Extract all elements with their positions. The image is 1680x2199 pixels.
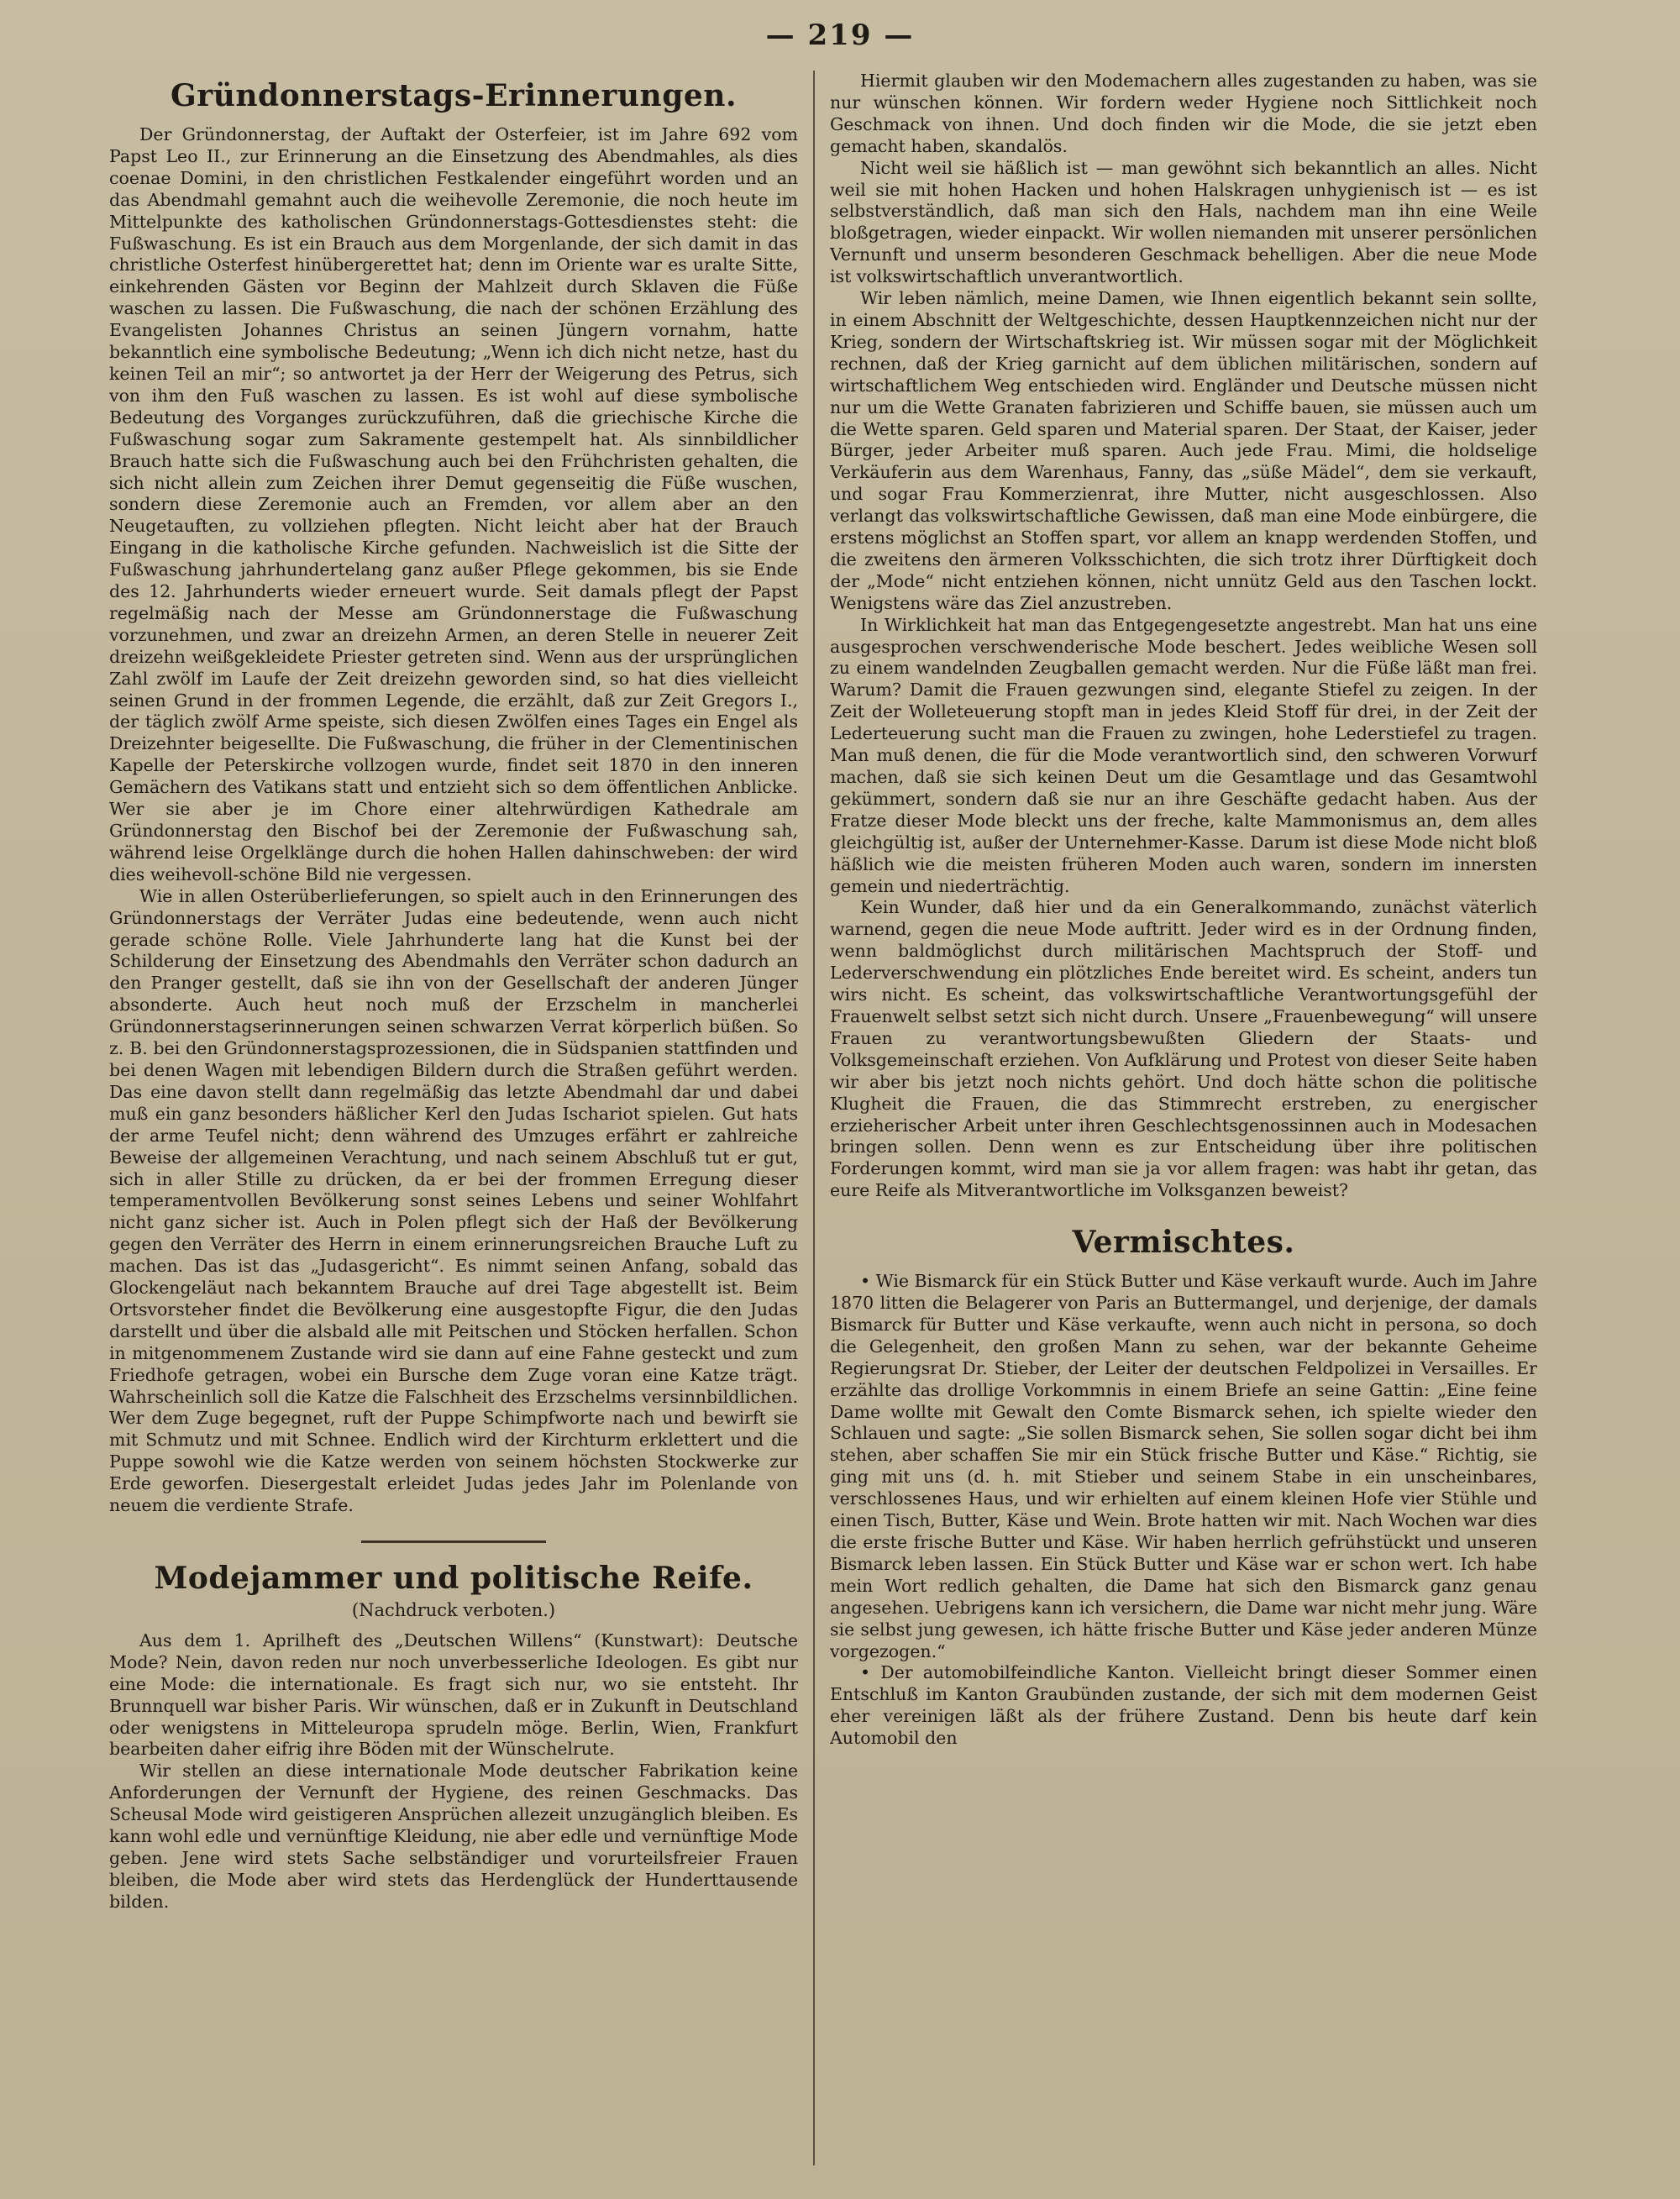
section-divider — [361, 1540, 546, 1543]
page-number: — 219 — — [765, 18, 915, 52]
article-paragraph: Wir stellen an diese internationale Mode deutscher Fabrikation keine Anforderungen der Vernunft der Hygiene, des reinen Geschmacks. Das Scheusal Mode wird geistigeren Ansprüchen allezeit unzugänglich bleiben. Es kann wohl edle und vernünftige Kleidung, nie aber edle und vernünftige Mode geben. Jene wird stets Sache selbständiger und vorurteilsfreier Frauen bleiben, die Mode aber wird stets das Herdenglück der Hunderttausende bilden. — [109, 1761, 798, 1912]
article-paragraph: Hiermit glauben wir den Modemachern alles zugestanden zu haben, was sie nur wünschen können. Wir fordern weder Hygiene noch Sittlichkeit noch Geschmack von ihnen. Und doch finden wir die Mode, die sie jetzt eben gemacht haben, skandalös. — [830, 71, 1537, 156]
article-title-vermischtes: Vermischtes. — [1072, 1225, 1295, 1261]
article-paragraph: Kein Wunder, daß hier und da ein Generalkommando, zunächst väterlich warnend, gegen die neue Mode auftritt. Jeder wird es in der Ordnung finden, wenn baldmöglichst durch militärischen Machtspruch der Stoff- und Lederverschwendung ein plötzliches Ende bereitet wird. Es scheint, anders tun wirs nicht. Es scheint, das volkswirtschaftliche Verantwortungsgefühl der Frauenwelt selbst setzt sich nicht durch. Unsere „Frauenbewegung“ will unsere Frauen zu verantwortungsbewußten Gliedern der Staats- und Volksgemeinschaft erziehen. Von Aufklärung und Protest von dieser Seite haben wir aber bis jetzt noch nichts gehört. Und doch hätte schon die politische Klugheit die Frauen, die das Stimmrecht erstreben, zu energischer erzieherischer Arbeit unter ihren Geschlechtsgenossinnen auch in Modesachen bringen sollen. Denn wenn es zur Entscheidung über ihre politischen Forderungen kommt, wird man sie ja vor allem fragen: was habt ihr getan, das eure Reife als Mitverantwortliche im Volksganzen beweist? — [830, 897, 1537, 1201]
article-paragraph: In Wirklichkeit hat man das Entgegengesetzte angestrebt. Man hat uns eine ausgesprochen verschwenderische Mode beschert. Jedes weibliche Wesen soll zu einem wandelnden Zeugballen gemacht werden. Nur die Füße läßt man frei. Warum? Damit die Frauen gezwungen sind, elegante Stiefel zu zeigen. In der Zeit der Wolleteuerung stopft man in jedes Kleid Stoff für drei, in der Zeit der Lederteuerung sucht man die Frauen zu zwingen, hohe Lederstiefel zu tragen. Man muß denen, die für die Mode verantwortlich sind, den schweren Vorwurf machen, daß sie sich keinen Deut um die Gesamtlage und das Gesamtwohl gekümmert, sondern daß sie nur an ihre Geschäfte gedacht haben. Aus der Fratze dieser Mode bleckt uns der freche, kalte Mammonismus an, dem alles gleichgültig ist, außer der Unternehmer-Kasse. Darum ist diese Mode nicht bloß häßlich wie die meisten früheren Moden auch waren, sondern im innersten gemein und niederträchtig. — [830, 614, 1537, 896]
article-title-modejammer: Modejammer und politische Reife. — [154, 1561, 753, 1596]
article-paragraph: Aus dem 1. Aprilheft des „Deutschen Willens“ (Kunstwart): Deutsche Mode? Nein, davon reden nur noch unverbesserliche Ideologen. Es gibt nur eine Mode: die internationale. Es fragt sich nur, wo sie entsteht. Ihr Brunnquell war bisher Paris. Wir wünschen, daß er in Zukunft in Deutschland oder wenigstens in Mitteleuropa sprudeln möge. Berlin, Wien, Frankfurt bearbeiten daher eifrig ihre Böden mit der Wünschelrute. — [109, 1630, 798, 1760]
article-paragraph: Wie in allen Osterüberlieferungen, so spielt auch in den Erinnerungen des Gründonnerstags der Verräter Judas eine bedeutende, wenn auch nicht gerade schöne Rolle. Viele Jahrhunderte lang hat die Kunst bei der Schilderung der Einsetzung des Abendmahls den Verräter schon dadurch an den Pranger gestellt, daß sie ihn von der Gesellschaft der anderen Jünger absonderte. Auch heut noch muß der Erzschelm in mancherlei Gründonnerstagserinnerungen seinen schwarzen Verrat körperlich büßen. So z. B. bei den Gründonnerstagsprozessionen, die in Südspanien stattfinden und bei denen Wagen mit lebendigen Bildern durch die Straßen geführt werden. Das eine davon stellt dann regelmäßig das letzte Abendmahl dar und dabei muß ein ganz besonders häßlicher Kerl den Judas Ischariot spielen. Gut hats der arme Teufel nicht; denn während des Umzuges erfährt er zahlreiche Beweise der allgemeinen Verachtung, und nach seinem Abschluß tut er gut, sich in aller Stille zu drücken, da er bei der frommen Erregung dieser temperamentvollen Bevölkerung sonst seines Lebens und seiner Wohlfahrt nicht ganz sicher ist. Auch in Polen pflegt sich der Haß der Bevölkerung gegen den Verräter des Herrn in einem erinnerungsreichen Brauche Luft zu machen. Das ist das „Judasgericht“. Es nimmt seinen Anfang, sobald das Glockengeläut nach bekanntem Brauche auf drei Tage abgestellt ist. Beim Ortsvorsteher findet die Bevölkerung eine ausgestopfte Figur, die den Judas darstellt und über die alsbald alle mit Peitschen und Stöcken herfallen. Schon in mitgenommenem Zustande wird sie dann auf eine Fahne gesteckt und zum Friedhofe getragen, wobei ein Bursche dem Zuge voran eine Katze trägt. Wahrscheinlich soll die Katze die Falschheit des Erzschelms versinnbildlichen. Wer dem Zuge begegnet, ruft der Puppe Schimpfworte nach und bewirft sie mit Schmutz und mit Schnee. Endlich wird der Kirchturm erklettert und die Puppe sowohl wie die Katze werden von seinem höchsten Stockwerke zur Erde geworfen. Diesergestalt erleidet Judas jedes Jahr im Polenlande von neuem die verdiente Strafe. — [109, 885, 798, 1516]
right-column — [830, 71, 1537, 2165]
article-paragraph: • Der automobilfeindliche Kanton. Vielleicht bringt dieser Sommer einen Entschluß im Kanton Graubünden zustande, der sich mit dem modernen Geist eher vereinigen läßt als der frühere Zustand. Denn bis heute darf kein Automobil den — [830, 1662, 1537, 1749]
article-paragraph: • Wie Bismarck für ein Stück Butter und Käse verkauft wurde. Auch im Jahre 1870 litten die Belagerer von Paris an Buttermangel, und derjenige, der damals Bismarck für Butter und Käse verkaufte, wenn auch nicht in persona, so doch die Gelegenheit, den großen Mann zu sehen, war der bekannte Geheime Regierungsrat Dr. Stieber, der Leiter der deutschen Feldpolizei in Versailles. Er erzählte das drollige Vorkommnis in einem Briefe an seine Gattin: „Eine feine Dame wollte mit Gewalt den Comte Bismarck sehen, ich spielte wieder den Schlauen und sagte: „Sie sollen Bismarck sehen, Sie sollen sogar dicht bei ihm stehen, aber schaffen Sie mir ein Stück frische Butter und Käse.“ Richtig, sie ging mit uns (d. h. mit Stieber und seinem Stabe in ein unscheinbares, verschlossenes Haus, und wir erhielten auf einem kleinen Hofe vier Stühle und einen Tisch, Butter, Käse und Wein. Brote hatten wir mit. Nach Wochen war dies die erste frische Butter und Käse. Wir haben herrlich gefrühstückt und unseren Bismarck leben lassen. Ein Stück Butter und Käse war er schon wert. Ich habe mein Wort redlich gehalten, die Dame hat sich den Bismarck ganz genau angesehen. Uebrigens kann ich versichern, die Dame war nicht mehr jung. Wäre sie selbst jung gewesen, ich hätte frische Butter und Käse jeder anderen Münze vorgezogen.“ — [830, 1271, 1537, 1661]
article-title-gruendonnerstag: Gründonnerstags-Erinnerungen. — [171, 78, 737, 113]
left-column — [109, 71, 798, 2165]
article-paragraph: Wir leben nämlich, meine Damen, wie Ihnen eigentlich bekannt sein sollte, in einem Abschnitt der Weltgeschichte, dessen Hauptkennzeichen nicht nur der Krieg, sondern der Wirtschaftskrieg ist. Wir müssen sogar mit der Möglichkeit rechnen, daß der Krieg garnicht auf dem üblichen militärischen, sondern auf wirtschaftlichem Weg entschieden wird. Engländer und Deutsche müssen nicht nur um die Wette Granaten fabrizieren und Schiffe bauen, sie müssen auch um die Wette sparen. Geld sparen und Material sparen. Der Staat, der Kaiser, jeder Bürger, jeder Arbeiter muß sparen. Auch jede Frau. Mimi, die holdselige Verkäuferin aus dem Warenhaus, Fanny, das „süße Mädel“, dem sie verkauft, und sogar Frau Kommerzienrat, ihre Mutter, nicht ausgeschlossen. Also verlangt das volkswirtschaftliche Gewissen, daß man eine Mode einbürgere, die erstens möglichst an Stoffen spart, vor allem an knapp werdenden Stoffen, und die zweitens den ärmeren Volksschichten, die sich trotz ihrer Dürftigkeit doch der „Mode“ nicht entziehen können, nicht unnütz Geld aus den Taschen lockt. Wenigstens wäre das Ziel anzustreben. — [830, 288, 1537, 613]
article-paragraph: Der Gründonnerstag, der Auftakt der Osterfeier, ist im Jahre 692 vom Papst Leo II., zur Erinnerung an die Einsetzung des Abendmahles, als dies coenae Domini, in den christlichen Festkalender eingeführt worden und an das Abendmahl gemahnt auch die weihevolle Zeremonie, die noch heute im Mittelpunkte des katholischen Gründonnerstags-Gottesdienstes steht: die Fußwaschung. Es ist ein Brauch aus dem Morgenlande, der sich damit in das christliche Osterfest hinübergerettet hat; denn im Oriente war es uralte Sitte, einkehrenden Gästen vor Beginn der Mahlzeit durch Sklaven die Füße waschen zu lassen. Die Fußwaschung, die nach der schönen Erzählung des Evangelisten Johannes Christus an seinen Jüngern vornahm, hatte bekanntlich eine symbolische Bedeutung; „Wenn ich dich nicht netze, hast du keinen Teil an mir“; so antwortet ja der Herr der Weigerung des Petrus, sich von ihm den Fuß waschen zu lassen. Es ist wohl auf diese symbolische Bedeutung des Vorganges zurückzuführen, daß die griechische Kirche die Fußwaschung sogar zum Sakramente gestempelt hat. Als sinnbildlicher Brauch hatte sich die Fußwaschung auch bei den Frühchristen gehalten, die sich nicht allein zum Zeichen ihrer Demut gegenseitig die Füße wuschen, sondern diese Zeremonie auch an Fremden, vor allem aber an den Neugetauften, zu vollziehen pflegten. Nicht leicht aber hat der Brauch Eingang in die katholische Kirche gefunden. Nachweislich ist die Sitte der Fußwaschung jahrhundertelang ganz außer Pflege gekommen, bis sie Ende des 12. Jahrhunderts wieder erneuert wurde. Seit damals pflegt der Papst regelmäßig nach der Messe am Gründonnerstage die Fußwaschung vorzunehmen, und zwar an dreizehn Armen, an deren Stelle in neuerer Zeit dreizehn weißgekleidete Priester getreten sind. Wenn aus der ursprünglichen Zahl zwölf im Laufe der Zeit dreizehn geworden sind, so hat dies vielleicht seinen Grund in der frommen Legende, die erzählt, daß zur Zeit Gregors I., der täglich zwölf Arme speiste, sich diesen Zwölfen eines Tages ein Engel als Dreizehnter beigesellte. Die Fußwaschung, die früher in der Clementinischen Kapelle der Peterskirche vollzogen wurde, findet seit 1870 in den inneren Gemächern des Vatikans statt und entzieht sich so dem öffentlichen Anblicke. Wer sie aber je im Chore einer altehrwürdigen Kathedrale am Gründonnerstag den Bischof bei der Zeremonie der Fußwaschung sah, während leise Orgelklänge durch die hohen Hallen dahinschweben: der wird dies weihevoll-schöne Bild nie vergessen. — [109, 124, 798, 884]
article-paragraph: Nicht weil sie häßlich ist — man gewöhnt sich bekanntlich an alles. Nicht weil sie mit hohen Hacken und hohen Halskragen unhygienisch ist — es ist selbstverständlich, daß man sich den Hals, nachdem man ihn eine Weile bloßgetragen, wieder einpackt. Wir wollen niemanden mit unserer persönlichen Vernunft und unserm besonderen Geschmack behelligen. Aber die neue Mode ist volkswirtschaftlich unverantwortlich. — [830, 157, 1537, 287]
article-byline: (Nachdruck verboten.) — [351, 1600, 556, 1620]
column-rule — [813, 71, 815, 2165]
